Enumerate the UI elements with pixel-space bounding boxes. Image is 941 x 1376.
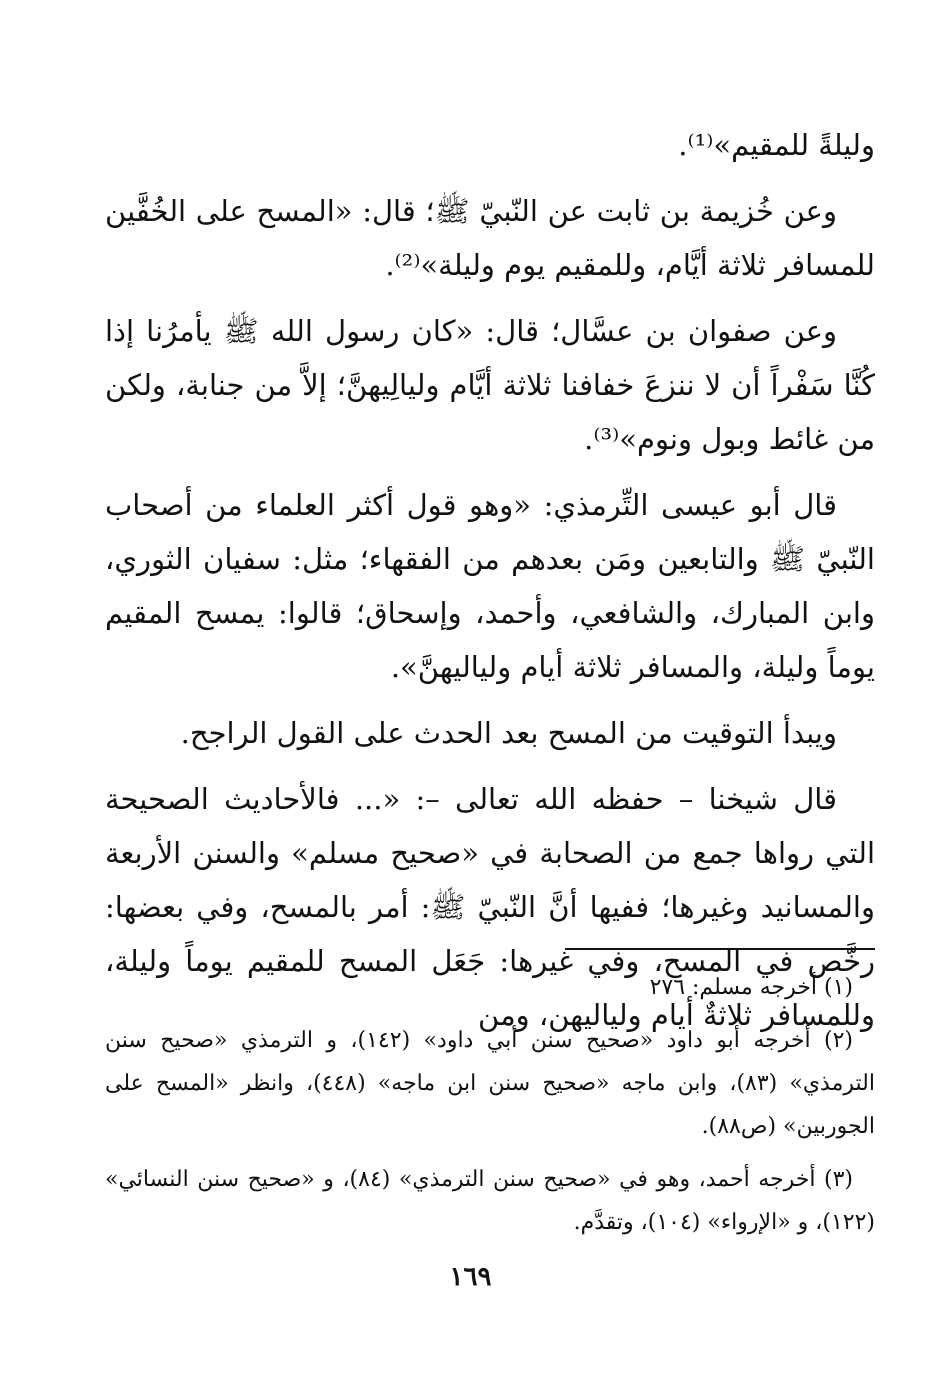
footnote-1: (١) أخرجه مسلم: ٢٧٦ <box>649 975 853 1000</box>
paragraph-2: وعن خُزيمة بن ثابت عن النّبيّ ﷺ؛ قال: «المسح على الخُفَّين للمسافر ثلاثة أيَّام، وللمقيم يوم وليلة»⁽²⁾. <box>105 194 875 282</box>
footnote-3: (٣) أخرجه أحمد، وهو في «صحيح سنن الترمذي» (٨٤)، و «صحيح سنن النسائي» (١٢٢)، و «الإرواء» (١٠٤)، وتقدَّم. <box>105 1167 875 1235</box>
page-number: ١٦٩ <box>449 1262 492 1292</box>
main-text <box>105 118 875 1054</box>
footnote-divider <box>565 948 875 950</box>
paragraph-4: قال أبو عيسى التِّرمذي: «وهو قول أكثر العلماء من أصحاب النّبيّ ﷺ والتابعين ومَن بعدهم من الفقهاء؛ مثل: سفيان الثوري، وابن المبارك، والشافعي، وأحمد، وإسحاق؛ قالوا: يمسح المقيم يوماً وليلة، والمسافر ثلاثة أيام ولياليهنَّ». <box>105 488 875 684</box>
paragraph-6: قال شيخنا – حفظه الله تعالى –: «... فالأحاديث الصحيحة التي رواها جمع من الصحابة في «صحيح مسلم» والسنن الأربعة والمسانيد وغيرها؛ ففيها أنَّ النّبيّ ﷺ: أمر بالمسح، وفي بعضها: رخَّص في المسح، وفي غيرها: جَعَل المسح للمقيم يوماً وليلة، وللمسافر ثلاثةٌ أيام ولياليهن، ومن <box>105 782 875 1032</box>
paragraph-5: ويبدأ التوقيت من المسح بعد الحدث على القول الراجح. <box>180 716 837 750</box>
paragraph-1: وليلةً للمقيم»⁽¹⁾. <box>678 128 875 162</box>
paragraph-3: وعن صفوان بن عسَّال؛ قال: «كان رسول الله ﷺ يأمرُنا إذا كُنَّا سَفْراً أن لا ننزعَ خفافنا ثلاثة أيَّام وليالِيهنَّ؛ إلاَّ من جنابة، ولكن من غائط وبول ونوم»⁽³⁾. <box>105 314 875 456</box>
footnotes <box>105 966 875 1254</box>
footnote-2: (٢) أخرجه أبو داود «صحيح سنن أبي داود» (١٤٢)، و الترمذي «صحيح سنن الترمذي» (٨٣)، وابن ماجه «صحيح سنن ابن ماجه» (٤٤٨)، وانظر «المسح على الجوربين» (ص٨٨). <box>105 1028 875 1139</box>
